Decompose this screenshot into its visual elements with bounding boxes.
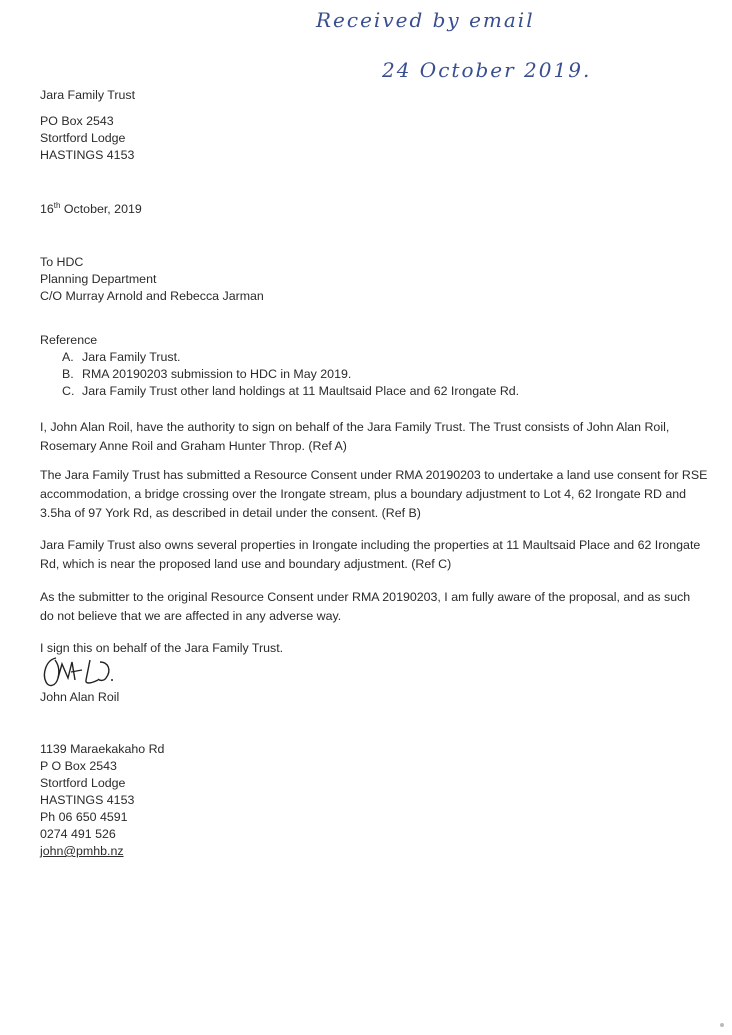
paragraph-line: Jara Family Trust also owns several properties in Irongate including the properties at 11 Maultsaid Place and 62 Irongate [40, 538, 701, 552]
contact-line: Ph 06 650 4591 [40, 810, 128, 824]
received-stamp-line1: Received by email [316, 8, 535, 32]
paragraph-line: Rosemary Anne Roil and Graham Hunter Throp. (Ref A) [40, 439, 347, 453]
recipient-line: To HDC [40, 255, 84, 269]
paragraph-line: 3.5ha of 97 York Rd, as described in detail under the consent. (Ref B) [40, 506, 421, 520]
reference-text: Jara Family Trust. [82, 350, 181, 364]
recipient-line: Planning Department [40, 272, 157, 286]
contact-line: HASTINGS 4153 [40, 793, 135, 807]
signatory-name: John Alan Roil [40, 690, 120, 704]
sender-address-line: PO Box 2543 [40, 114, 114, 128]
sender-address-line: Stortford Lodge [40, 131, 126, 145]
paragraph-line: do not believe that we are affected in any adverse way. [40, 609, 342, 623]
reference-heading: Reference [40, 333, 98, 347]
sender-name: Jara Family Trust [40, 88, 136, 102]
date-rest: October, 2019 [60, 202, 142, 216]
letter-date [40, 201, 142, 218]
received-stamp-line2: 24 October 2019. [382, 58, 592, 82]
paragraph-line: The Jara Family Trust has submitted a Resource Consent under RMA 20190203 to undertake a land use consent for RSE [40, 468, 708, 482]
body-paragraph [40, 466, 708, 523]
email-link[interactable]: john@pmhb.nz [40, 844, 124, 858]
sender-address-line: HASTINGS 4153 [40, 148, 135, 162]
contact-line: P O Box 2543 [40, 759, 117, 773]
paragraph-line: accommodation, a bridge crossing over the Irongate stream, plus a boundary adjustment to Lot 4, 62 Irongate RD and [40, 487, 687, 501]
reference-letter: B. [62, 367, 74, 381]
date-day: 16 [40, 202, 54, 216]
reference-text: Jara Family Trust other land holdings at 11 Maultsaid Place and 62 Irongate Rd. [82, 384, 520, 398]
recipient-line: C/O Murray Arnold and Rebecca Jarman [40, 289, 264, 303]
contact-line: Stortford Lodge [40, 776, 126, 790]
body-paragraph [40, 418, 690, 456]
reference-letter: A. [62, 350, 74, 364]
reference-item [62, 366, 351, 383]
paragraph-line: Rd, which is near the proposed land use and boundary adjustment. (Ref C) [40, 557, 452, 571]
reference-item [62, 349, 180, 366]
scan-mark [720, 1023, 724, 1027]
reference-item [62, 383, 519, 400]
contact-line: 0274 491 526 [40, 827, 116, 841]
body-paragraph [40, 588, 690, 626]
paragraph-line: As the submitter to the original Resource Consent under RMA 20190203, I am fully aware of the proposal, and as such [40, 590, 691, 604]
reference-letter: C. [62, 384, 75, 398]
sign-statement: I sign this on behalf of the Jara Family Trust. [40, 641, 284, 655]
date-suffix: th [53, 200, 61, 210]
paragraph-line: I, John Alan Roil, have the authority to sign on behalf of the Jara Family Trust. The Trust consists of John Alan Roil, [40, 420, 670, 434]
body-paragraph [40, 536, 701, 574]
reference-text: RMA 20190203 submission to HDC in May 2019. [82, 367, 352, 381]
contact-line: 1139 Maraekakaho Rd [40, 742, 165, 756]
